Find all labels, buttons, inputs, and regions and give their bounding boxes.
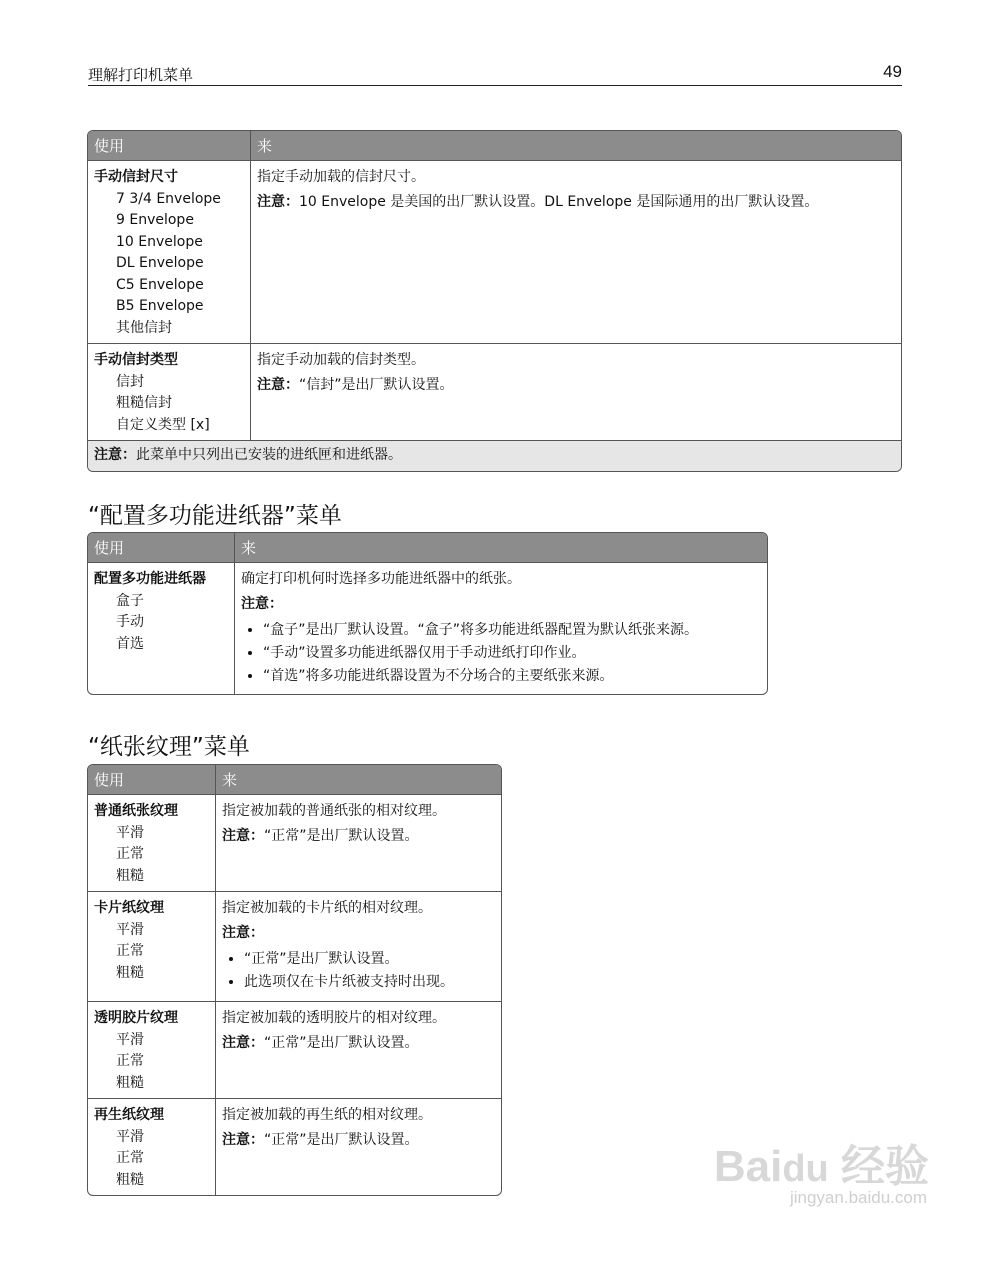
menu-option: 手动 — [116, 614, 144, 630]
menu-option: 首选 — [116, 635, 144, 652]
description: 指定被加载的卡片纸的相对纹理。 — [222, 900, 432, 916]
description-cell — [215, 795, 501, 892]
menu-item-cell — [88, 1099, 215, 1195]
note-bullet: • 此选项仅在卡片纸被支持时出现。 — [244, 971, 495, 994]
note — [222, 826, 495, 848]
menu-option: 盒子 — [116, 592, 144, 609]
menu-option: DL Envelope — [116, 255, 204, 271]
note-label: 注意： — [257, 193, 299, 210]
menu-item-name: 手动信封尺寸 — [94, 169, 178, 185]
menu-option: 粗糙 — [116, 1074, 144, 1091]
note-label: 注意： — [222, 1131, 264, 1148]
description: 指定手动加载的信封尺寸。 — [257, 169, 425, 185]
column-header-purpose: 来 — [250, 131, 901, 161]
menu-option: 其他信封 — [116, 319, 172, 336]
menu-option: 粗糙信封 — [116, 395, 172, 411]
menu-option: 9 Envelope — [116, 212, 194, 228]
chapter-title: 理解打印机菜单 — [88, 66, 194, 84]
note — [257, 192, 895, 214]
menu-option: 正常 — [116, 1150, 144, 1166]
menu-item-name: 透明胶片纹理 — [94, 1010, 178, 1026]
note-text: “正常”是出厂默认设置。 — [264, 1131, 419, 1148]
menu-option: 平滑 — [116, 1128, 144, 1145]
page-number: 49 — [883, 62, 902, 81]
note-label: 注意： — [222, 1034, 264, 1051]
menu-option: 粗糙 — [116, 1171, 144, 1188]
footer-text: 此菜单中只列出已安装的进纸匣和进纸器。 — [136, 447, 402, 463]
description-cell — [250, 161, 901, 344]
paper-texture-menu-table — [87, 764, 502, 1196]
note-label: 注意： — [222, 827, 264, 844]
envelope-menu-table — [87, 130, 902, 472]
note-text: “信封”是出厂默认设置。 — [299, 376, 454, 393]
note-label: 注意： — [241, 595, 283, 612]
column-header-purpose: 来 — [234, 533, 767, 563]
note — [241, 594, 761, 616]
table-header-row — [88, 533, 767, 563]
note-label: 注意： — [257, 376, 299, 393]
menu-option: C5 Envelope — [116, 276, 204, 293]
note-text: 10 Envelope 是美国的出厂默认设置。DL Envelope 是国际通用的出厂默认设置。 — [299, 193, 819, 210]
column-header-use: 使用 — [88, 765, 215, 795]
menu-item-name: 普通纸张纹理 — [94, 803, 178, 819]
menu-item-name: 配置多功能进纸器 — [94, 571, 206, 587]
menu-option: 平滑 — [116, 921, 144, 938]
section-title-texture: “纸张纹理”菜单 — [88, 734, 250, 760]
note-label: 注意： — [94, 447, 136, 463]
menu-item-cell — [88, 344, 250, 441]
menu-option: 正常 — [116, 846, 144, 862]
menu-item-name: 手动信封类型 — [94, 352, 178, 368]
table-header-row — [88, 765, 501, 795]
note-bullets — [241, 619, 761, 688]
note-text: “正常”是出厂默认设置。 — [264, 1034, 419, 1051]
description-cell — [215, 1099, 501, 1195]
description: 确定打印机何时选择多功能进纸器中的纸张。 — [241, 571, 521, 587]
menu-option: 粗糙 — [116, 964, 144, 981]
baidu-watermark-url: jingyan.baidu.com — [789, 1188, 927, 1207]
section-title-mp-feeder: “配置多功能进纸器”菜单 — [88, 503, 342, 529]
description: 指定被加载的普通纸张的相对纹理。 — [222, 803, 446, 819]
description: 指定手动加载的信封类型。 — [257, 352, 425, 368]
description: 指定被加载的透明胶片的相对纹理。 — [222, 1010, 446, 1026]
menu-item-cell — [88, 1002, 215, 1099]
column-header-use: 使用 — [88, 533, 234, 563]
menu-option: 平滑 — [116, 824, 144, 841]
table-row — [88, 161, 901, 344]
description-cell — [215, 1002, 501, 1099]
column-header-purpose: 来 — [215, 765, 501, 795]
note-bullet: • “手动”设置多功能进纸器仅用于手动进纸打印作业。 — [263, 642, 761, 665]
note-bullet: • “盒子”是出厂默认设置。“盒子”将多功能进纸器配置为默认纸张来源。 — [263, 619, 761, 642]
menu-option: 正常 — [116, 1053, 144, 1069]
menu-option: 信封 — [116, 373, 144, 390]
note-text: “正常”是出厂默认设置。 — [264, 827, 419, 844]
menu-item-name: 再生纸纹理 — [94, 1107, 164, 1123]
note — [222, 923, 495, 945]
menu-item-cell — [88, 795, 215, 892]
table-row — [88, 1099, 501, 1195]
footer-note — [88, 441, 901, 471]
menu-option: 粗糙 — [116, 867, 144, 884]
note-bullets — [222, 948, 495, 994]
table-row — [88, 344, 901, 441]
note-bullet: • “正常”是出厂默认设置。 — [244, 948, 495, 971]
note-bullet: • “首选”将多功能进纸器设置为不分场合的主要纸张来源。 — [263, 665, 761, 688]
table-row — [88, 1002, 501, 1099]
menu-item-cell — [88, 563, 234, 694]
menu-option: B5 Envelope — [116, 298, 204, 314]
note — [222, 1130, 495, 1152]
menu-item-name: 卡片纸纹理 — [94, 900, 164, 916]
description-cell — [234, 563, 767, 694]
menu-item-cell — [88, 892, 215, 1002]
description: 指定被加载的再生纸的相对纹理。 — [222, 1107, 432, 1123]
menu-option: 正常 — [116, 943, 144, 959]
description-cell — [215, 892, 501, 1002]
description-cell — [250, 344, 901, 441]
note — [222, 1033, 495, 1055]
note-label: 注意： — [222, 924, 264, 941]
note — [257, 375, 895, 397]
menu-item-cell — [88, 161, 250, 344]
column-header-use: 使用 — [88, 131, 250, 161]
table-row — [88, 892, 501, 1002]
baidu-watermark-logo: Baidu 经验 — [713, 1142, 929, 1191]
table-row — [88, 795, 501, 892]
menu-option: 10 Envelope — [116, 233, 203, 250]
menu-option: 平滑 — [116, 1031, 144, 1048]
mp-feeder-menu-table — [87, 532, 768, 695]
table-header-row — [88, 131, 901, 161]
menu-option: 7 3/4 Envelope — [116, 190, 221, 207]
menu-option: 自定义类型 [x] — [116, 416, 210, 433]
table-row — [88, 563, 767, 694]
running-header — [88, 64, 902, 86]
table-footer-row — [88, 441, 901, 471]
